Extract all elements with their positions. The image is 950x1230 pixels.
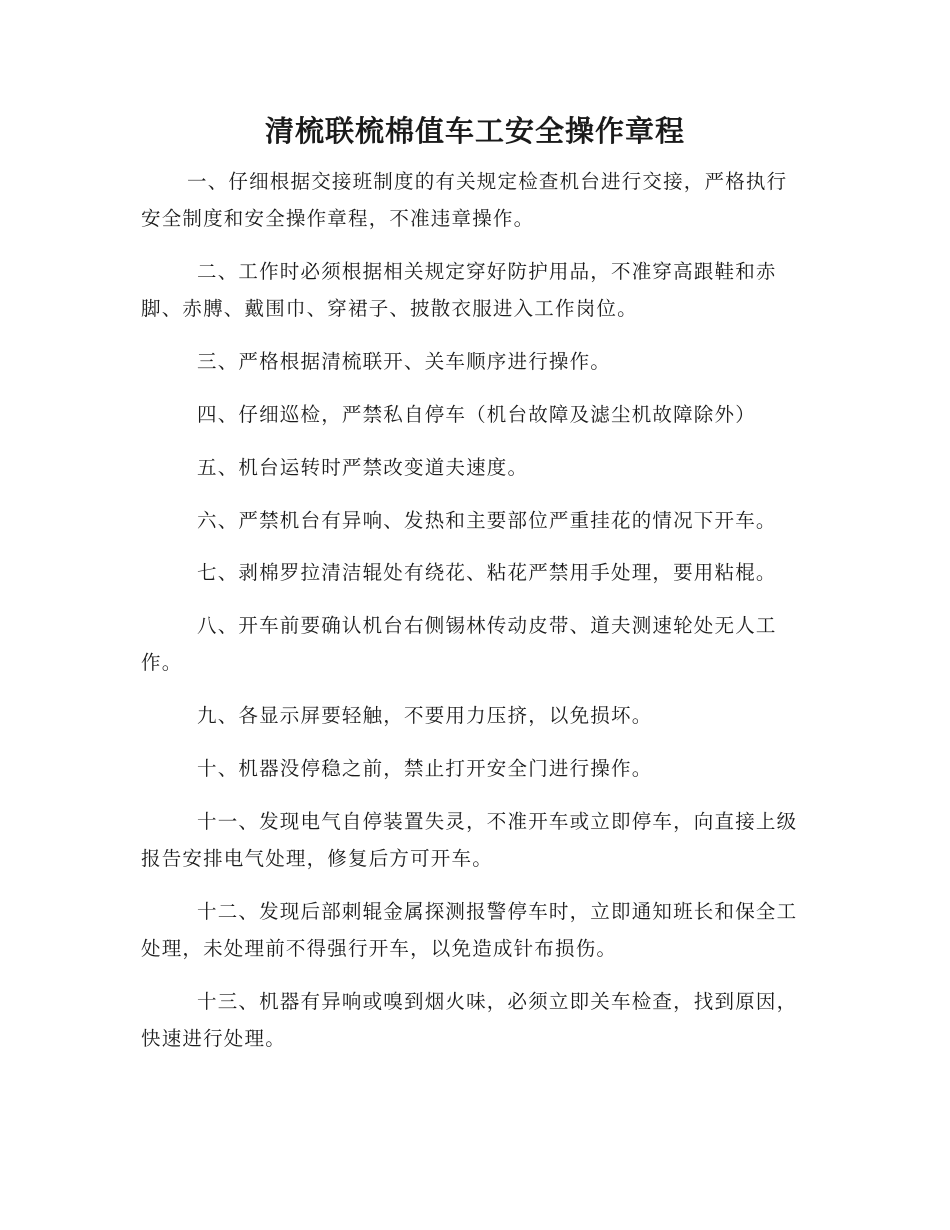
paragraph-11: 十一、发现电气自停装置失灵，不准开车或立即停车，向直接上级报告安排电气处理，修复后方可开车。 — [141, 810, 798, 870]
paragraph-9: 九、各显示屏要轻触，不要用力压挤，以免损坏。 — [197, 704, 653, 727]
paragraph-6: 六、严禁机台有异响、发热和主要部位严重挂花的情况下开车。 — [197, 509, 777, 532]
paragraph-7: 七、剥棉罗拉清洁辊处有绕花、粘花严禁用手处理，要用粘棍。 — [197, 561, 777, 584]
paragraph-5: 五、机台运转时严禁改变道夫速度。 — [197, 456, 529, 479]
paragraph-12: 十二、发现后部刺辊金属探测报警停车时，立即通知班长和保全工处理，未处理前不得强行开车，以免造成针布损伤。 — [141, 900, 798, 960]
document-title: 清梳联梳棉值车工安全操作章程 — [264, 114, 685, 148]
paragraph-3: 三、严格根据清梳联开、关车顺序进行操作。 — [197, 350, 612, 373]
paragraph-2: 二、工作时必须根据相关规定穿好防护用品，不准穿高跟鞋和赤脚、赤膊、戴围巾、穿裙子、披散衣服进入工作岗位。 — [141, 260, 777, 320]
paragraph-1: 一、仔细根据交接班制度的有关规定检查机台进行交接，严格执行安全制度和安全操作章程，不准违章操作。 — [141, 170, 788, 230]
paragraph-8: 八、开车前要确认机台右侧锡林传动皮带、道夫测速轮处无人工作。 — [141, 614, 777, 674]
paragraph-13: 十三、机器有异响或嗅到烟火味，必须立即关车检查，找到原因，快速进行处理。 — [141, 990, 798, 1050]
paragraph-4: 四、仔细巡检，严禁私自停车（机台故障及滤尘机故障除外） — [197, 403, 756, 426]
paragraph-10: 十、机器没停稳之前，禁止打开安全门进行操作。 — [197, 757, 653, 780]
